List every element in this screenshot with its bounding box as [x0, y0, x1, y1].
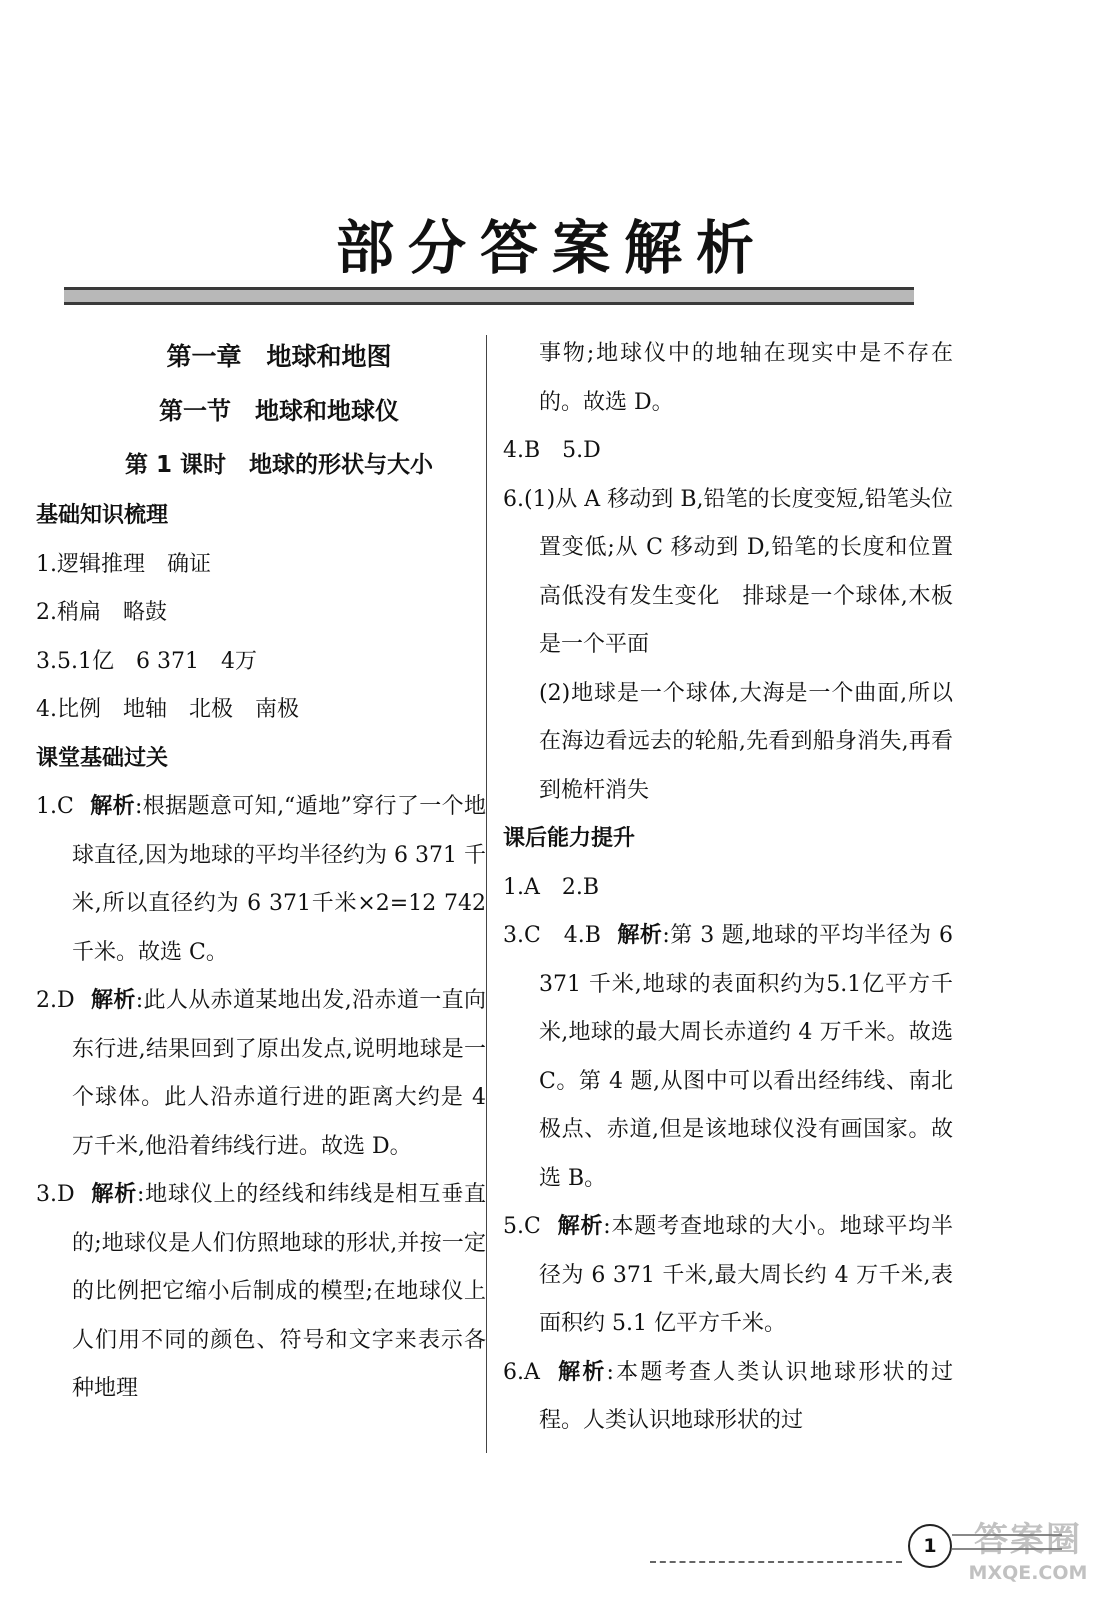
left-column	[36, 330, 486, 1414]
after-class-heading: 课后能力提升	[503, 826, 636, 851]
analysis-text: :根据题意可知,“遁地”穿行了一个地球直径,因为地球的平均半径约为 6 371 千米,所以直径约为 6 371千米×2=12 742 千米。故选 C。	[72, 794, 486, 965]
footer-dashed-line	[650, 1561, 902, 1563]
answer-6-part-2: (2)地球是一个球体,大海是一个曲面,所以在海边看远去的轮船,先看到船身消失,再看到桅杆消失	[539, 680, 953, 803]
class-answer-3	[36, 1171, 486, 1414]
answer-text: (1)从 A 移动到 B,铅笔的长度变短,铅笔头位置变低;从 C 移动到 D,铅笔的长度和位置高低没有发生变化 排球是一个球体,木板是一个平面	[524, 486, 953, 657]
answer-number: 6.	[503, 486, 524, 512]
answer-number: 3.C 4.B	[503, 923, 601, 948]
basic-item: 3.5.1亿 6 371 4万	[36, 648, 257, 674]
class-basics-heading: 课堂基础过关	[36, 745, 169, 771]
after-answer-3-4	[503, 912, 953, 1203]
basic-item: 1.逻辑推理 确证	[36, 551, 211, 577]
analysis-text: :第 3 题,地球的平均半径为 6 371 千米,地球的表面积约为5.1亿平方千米,地球的最大周长赤道约 4 万千米。故选 C。第 4 题,从图中可以看出经纬线、南北极点、赤道,但是该地球仪没有画国家。故选 B。	[539, 923, 953, 1191]
analysis-label: 解析	[89, 794, 135, 819]
answers-4-5: 4.B 5.D	[503, 438, 601, 463]
watermark-logo: 答案圈	[974, 1520, 1082, 1560]
answer-number: 5.C	[503, 1214, 541, 1239]
analysis-label: 解析	[556, 1214, 604, 1239]
analysis-label: 解析	[90, 1182, 137, 1207]
analysis-text: :地球仪上的经线和纬线是相互垂直的;地球仪是人们仿照地球的形状,并按一定的比例把它缩小后制成的模型;在地球仪上人们用不同的颜色、符号和文字来表示各种地理	[72, 1182, 486, 1401]
answer-number: 6.A	[503, 1359, 540, 1385]
title-underline-bar	[64, 287, 914, 305]
analysis-text: :此人从赤道某地出发,沿赤道一直向东行进,结果回到了原出发点,说明地球是一个球体。此人沿赤道行进的距离大约是 4 万千米,他沿着纬线行进。故选 D。	[72, 988, 486, 1159]
watermark	[958, 1520, 1098, 1586]
basic-item: 4.比例 地轴 北极 南极	[36, 697, 299, 722]
answer-number: 3.D	[36, 1182, 75, 1207]
chapter-heading: 第一章 地球和地图	[166, 342, 392, 371]
class-answer-1	[36, 783, 486, 977]
class-answer-2	[36, 977, 486, 1171]
answer-number: 2.D	[36, 988, 75, 1013]
column-divider	[486, 335, 487, 1453]
answer-6-part-1	[503, 476, 953, 670]
analysis-text: :本题考查地球的大小。地球平均半径为 6 371 千米,最大周长约 4 万千米,表面积约 5.1 亿平方千米。	[539, 1214, 953, 1336]
analysis-text: :本题考查人类认识地球形状的过程。人类认识地球形状的过	[539, 1359, 953, 1433]
page-title: 部分答案解析	[335, 214, 768, 282]
analysis-label: 解析	[555, 1359, 607, 1385]
after-answer-5	[503, 1203, 953, 1349]
analysis-label: 解析	[90, 988, 136, 1013]
section-heading: 第一节 地球和地球仪	[159, 397, 399, 425]
basic-knowledge-heading: 基础知识梳理	[36, 503, 169, 528]
watermark-url: MXQE.COM	[968, 1562, 1088, 1584]
right-column	[503, 330, 953, 1446]
after-answers-1-2: 1.A 2.B	[503, 874, 600, 900]
basic-item: 2.稍扁 略鼓	[36, 600, 167, 625]
after-answer-6	[503, 1349, 953, 1446]
lesson-heading: 第 1 课时 地球的形状与大小	[124, 452, 434, 478]
analysis-label: 解析	[616, 923, 663, 948]
page-number: 1	[908, 1524, 952, 1568]
answer-number: 1.C	[36, 794, 74, 819]
continued-text: 事物;地球仪中的地轴在现实中是不存在的。故选 D。	[539, 341, 953, 415]
